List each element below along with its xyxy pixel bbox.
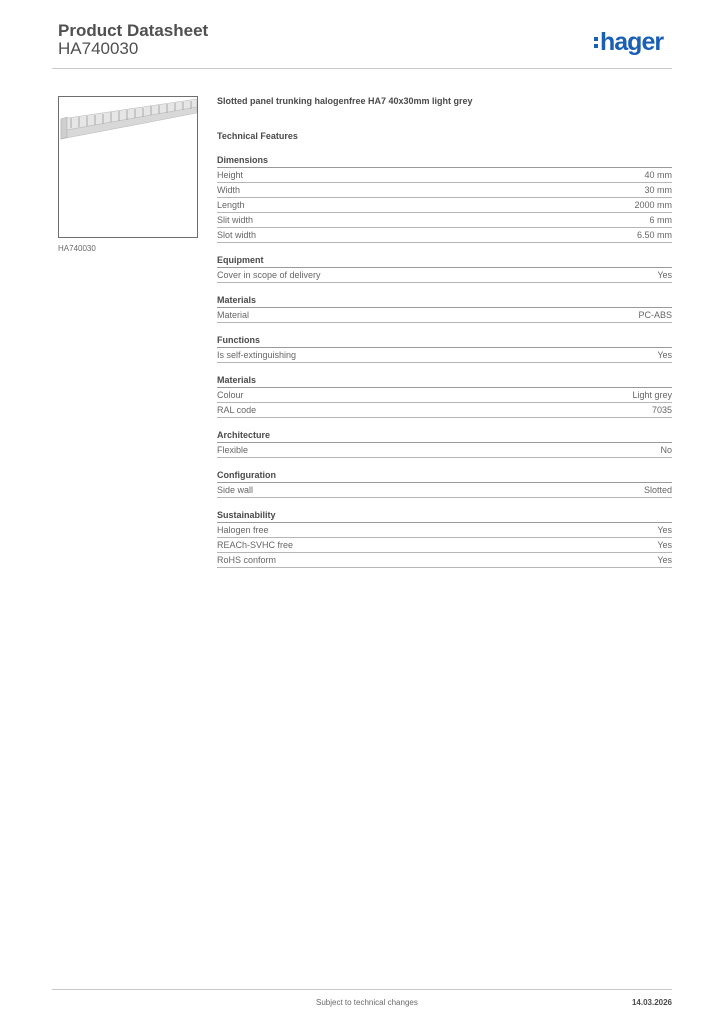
feature-label: Halogen free (217, 525, 269, 535)
technical-features-heading: Technical Features (217, 131, 298, 141)
group-title: Architecture (217, 429, 672, 443)
brand-logo (594, 28, 663, 56)
logo-text: hager (600, 28, 664, 56)
feature-value: Light grey (632, 390, 672, 400)
feature-group (217, 294, 672, 323)
feature-group (217, 469, 672, 498)
feature-label: Material (217, 310, 250, 320)
group-title: Sustainability (217, 509, 672, 523)
logo-colon-icon (594, 37, 598, 48)
page-title: Product Datasheet (58, 21, 209, 40)
feature-row (217, 483, 672, 498)
product-image (58, 96, 198, 238)
feature-value: Yes (657, 555, 672, 565)
group-title: Dimensions (217, 154, 672, 168)
feature-label: Width (217, 185, 241, 195)
feature-label: Is self-extinguishing (217, 350, 297, 360)
trunking-illustration (59, 97, 197, 237)
feature-row (217, 443, 672, 458)
feature-row (217, 268, 672, 283)
feature-row (217, 198, 672, 213)
feature-label: Length (217, 200, 245, 210)
feature-value: Yes (657, 350, 672, 360)
feature-row (217, 523, 672, 538)
feature-group (217, 509, 672, 568)
feature-row (217, 403, 672, 418)
group-title: Materials (217, 374, 672, 388)
feature-value: Yes (657, 270, 672, 280)
header-divider (52, 68, 672, 69)
feature-label: Slot width (217, 230, 257, 240)
feature-value: 6.50 mm (636, 230, 672, 240)
feature-row (217, 228, 672, 243)
feature-value: Yes (657, 540, 672, 550)
datasheet-content (217, 94, 672, 568)
feature-value: 40 mm (644, 170, 672, 180)
feature-value: 6 mm (649, 215, 672, 225)
feature-row (217, 553, 672, 568)
feature-row (217, 308, 672, 323)
feature-group (217, 429, 672, 458)
feature-label: RoHS conform (217, 555, 277, 565)
product-code: HA740030 (58, 39, 139, 58)
feature-label: Colour (217, 390, 244, 400)
feature-row (217, 183, 672, 198)
feature-value: 2000 mm (634, 200, 672, 210)
group-title: Functions (217, 334, 672, 348)
feature-label: Flexible (217, 445, 249, 455)
feature-row (217, 388, 672, 403)
feature-row (217, 538, 672, 553)
feature-label: Side wall (217, 485, 254, 495)
feature-groups (217, 154, 672, 568)
group-title: Materials (217, 294, 672, 308)
group-title: Equipment (217, 254, 672, 268)
feature-value: 30 mm (644, 185, 672, 195)
feature-value: PC-ABS (638, 310, 672, 320)
feature-label: Cover in scope of delivery (217, 270, 321, 280)
feature-label: Slit width (217, 215, 254, 225)
feature-group (217, 374, 672, 418)
feature-group (217, 154, 672, 243)
feature-label: REACh-SVHC free (217, 540, 294, 550)
feature-label: Height (217, 170, 244, 180)
product-name: Slotted panel trunking halogenfree HA7 40x30mm light grey (217, 96, 473, 106)
footer-note: Subject to technical changes (316, 998, 418, 1007)
feature-value: Slotted (643, 485, 672, 495)
feature-row (217, 348, 672, 363)
feature-value: Yes (657, 525, 672, 535)
group-title: Configuration (217, 469, 672, 483)
feature-row (217, 213, 672, 228)
feature-row (217, 168, 672, 183)
feature-label: RAL code (217, 405, 257, 415)
footer-date: 14.03.2026 (631, 998, 672, 1007)
footer-divider (52, 989, 672, 990)
image-caption: HA740030 (58, 244, 96, 253)
feature-group (217, 334, 672, 363)
feature-value: No (660, 445, 672, 455)
feature-value: 7035 (651, 405, 672, 415)
feature-group (217, 254, 672, 283)
